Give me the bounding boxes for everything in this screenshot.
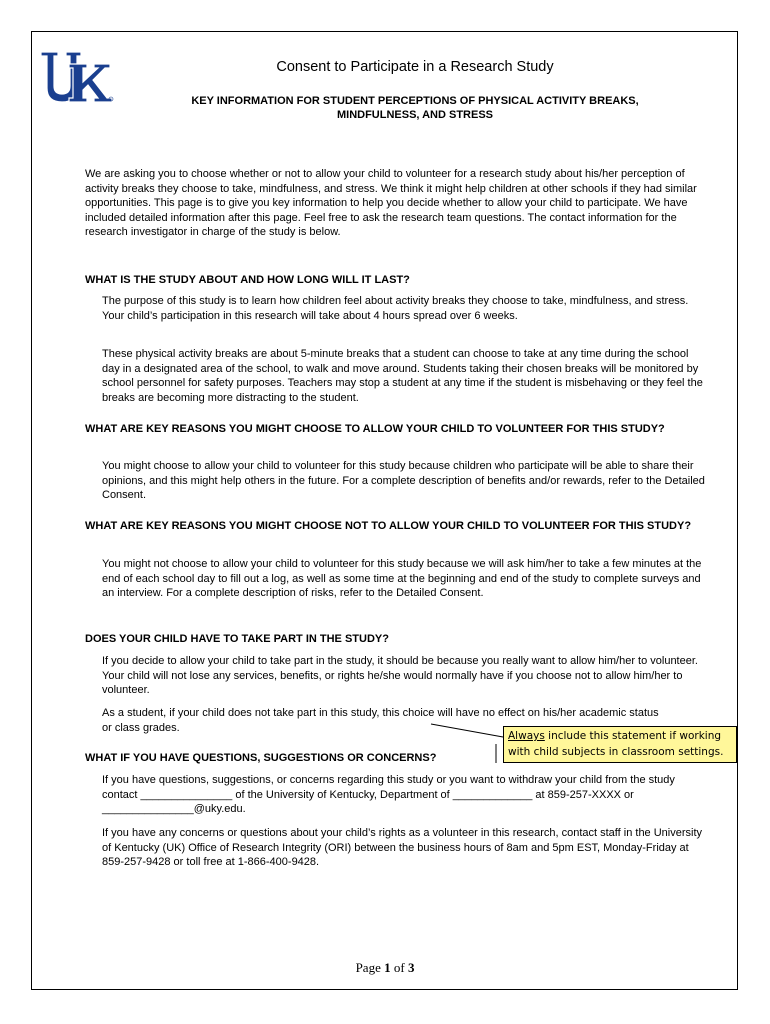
page-middle: of: [390, 960, 408, 975]
section-paragraph: You might choose to allow your child to volunteer for this study because children who participate will be able to share their opinions, and this might help others in the future. For a complete description of benefits and/or rewards, refer to the Detailed Consent.: [102, 460, 705, 501]
document-title: Consent to Participate in a Research Study: [276, 59, 554, 75]
page-current: 1: [384, 960, 391, 975]
section-paragraph: If you have questions, suggestions, or concerns regarding this study or you want to withdraw your child from the study contact _______________ of the University of Kentucky, Department of _____________ at 859-257-XXXX or _______________@uky.edu.: [102, 774, 675, 815]
section-paragraph: These physical activity breaks are about 5-minute breaks that a student can choose to take at any time during the school day in a designated area of the school, to walk and move around. Students taking their chosen breaks will be monitored by school personnel for safety purposes. Teachers may stop a student at any time if the student is misbehaving or they feel the breaks are becoming more distracting to the student.: [102, 348, 703, 404]
section-paragraph: As a student, if your child does not take part in this study, this choice will have no effect on his/her academic status or class grades.: [102, 707, 659, 734]
section-paragraph: If you have any concerns or questions about your child’s rights as a volunteer in this research, contact staff in the University of Kentucky (UK) Office of Research Integrity (ORI) between the business hours of 8am and 5pm EST, Monday-Friday at 859-257-9428 or toll free at 1-866-400-9428.: [102, 827, 703, 868]
page-total: 3: [407, 960, 415, 975]
section-paragraph: You might not choose to allow your child to volunteer for this study because we will ask him/her to take a few minutes at the end of each school day to fill out a log, as well as some time at the beginning and end of the study to complete surveys and an interview. For a complete description of risks, refer to the Detailed Consent.: [102, 558, 702, 599]
section-paragraph: If you decide to allow your child to take part in the study, it should be because you really want to allow him/her to volunteer. Your child will not lose any services, benefits, or rights he/she would normally have if you choose not to allow him/her to volunteer.: [102, 655, 698, 696]
callout-text: include this statement if working with child subjects in classroom settings.: [508, 730, 724, 758]
section-paragraph: The purpose of this study is to learn how children feel about activity breaks they choose to take, mindfulness, and stress. Your child’s participation in this research will take about 4 hours spread over 6 weeks.: [102, 295, 689, 322]
section-heading-study-about: WHAT IS THE STUDY ABOUT AND HOW LONG WILL IT LAST?: [85, 274, 410, 286]
comment-callout: [503, 726, 737, 763]
document-subtitle: KEY INFORMATION FOR STUDENT PERCEPTIONS OF PHYSICAL ACTIVITY BREAKS, MINDFULNESS, AND STRESS: [191, 95, 639, 121]
section-heading-take-part: DOES YOUR CHILD HAVE TO TAKE PART IN THE STUDY?: [85, 633, 389, 645]
callout-underlined-word: Always: [508, 730, 545, 742]
page-prefix: Page: [355, 960, 385, 975]
section-heading-reasons-not-to-volunteer: WHAT ARE KEY REASONS YOU MIGHT CHOOSE NOT TO ALLOW YOUR CHILD TO VOLUNTEER FOR THIS STUDY?: [85, 520, 692, 532]
section-heading-reasons-to-volunteer: WHAT ARE KEY REASONS YOU MIGHT CHOOSE TO ALLOW YOUR CHILD TO VOLUNTEER FOR THIS STUDY?: [85, 423, 665, 435]
page-number: [0, 960, 770, 976]
section-heading-questions: WHAT IF YOU HAVE QUESTIONS, SUGGESTIONS OR CONCERNS?: [85, 752, 437, 764]
intro-paragraph: We are asking you to choose whether or not to allow your child to volunteer for a research study about his/her perception of activity breaks they choose to take, mindfulness, and stress. We think it might help children at other schools if they had similar opportunities. This page is to give you key information to help you decide whether to allow your child to participate. We have included detailed information after this page. Feel free to ask the research team questions. The contact information for the research investigator in charge of the study is below.: [85, 168, 697, 238]
